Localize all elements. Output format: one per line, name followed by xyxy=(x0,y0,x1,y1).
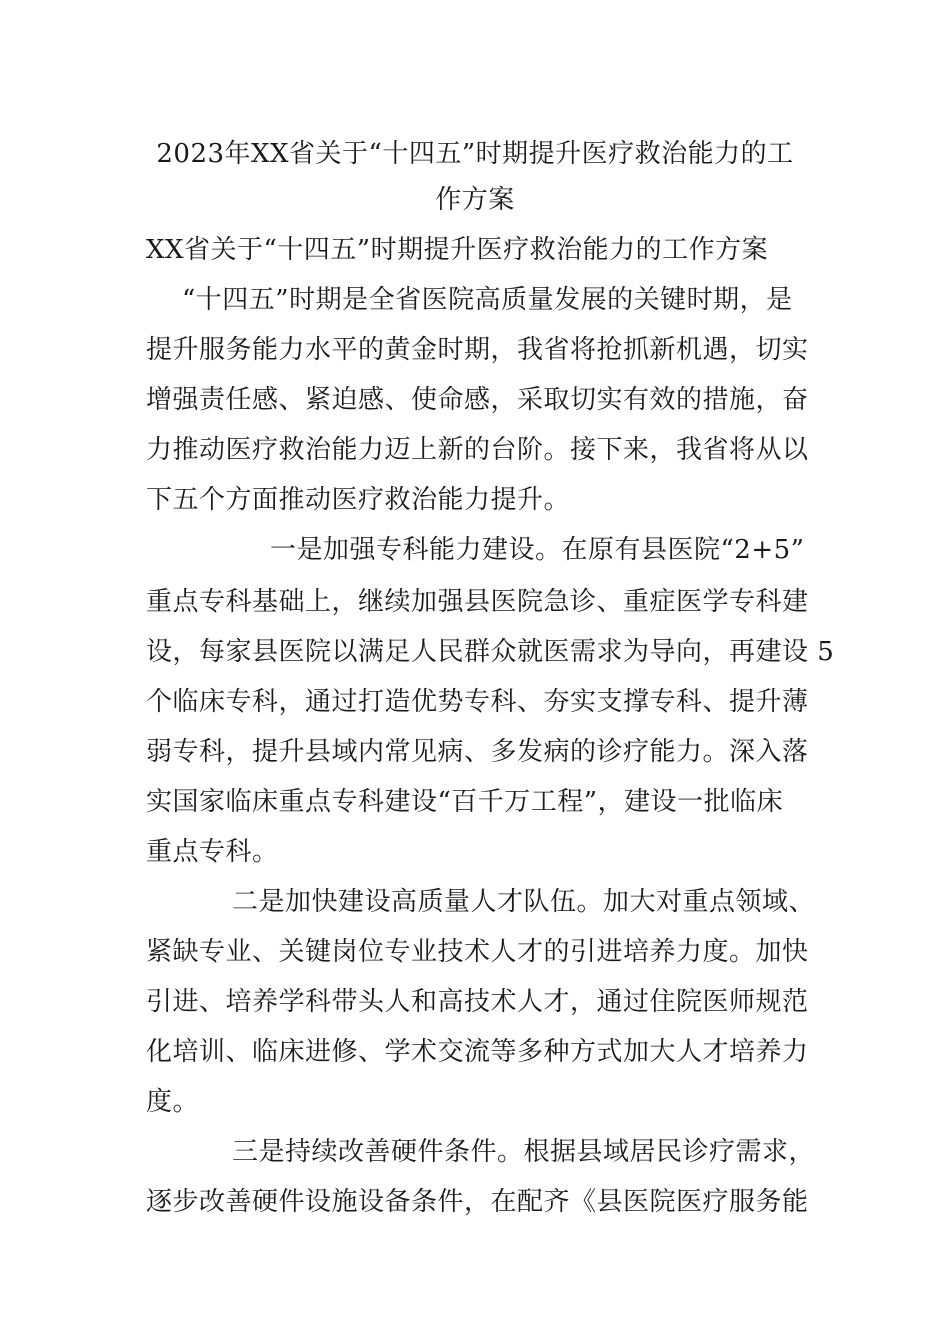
paragraph-line: 实国家临床重点专科建设“百千万工程”，建设一批临床 xyxy=(146,787,784,817)
paragraph-line: 三是持续改善硬件条件。根据县域居民诊疗需求， xyxy=(232,1137,816,1167)
paragraph-line: 度。 xyxy=(146,1087,200,1117)
paragraph-line: 紧缺专业、关键岗位专业技术人才的引进培养力度。加快 xyxy=(146,937,809,967)
document-subtitle: XX省关于“十四五”时期提升医疗救治能力的工作方案 xyxy=(146,235,769,265)
document-title-line-1: 2023年XX省关于“十四五”时期提升医疗救治能力的工 xyxy=(156,139,794,169)
document-title-line-2: 作方案 xyxy=(435,185,515,215)
paragraph-line: 个临床专科，通过打造优势专科、夯实支撑专科、提升薄 xyxy=(146,687,809,717)
paragraph-line: 设，每家县医院以满足人民群众就医需求为导向，再建设 5 xyxy=(146,637,835,667)
paragraph-line: 重点专科基础上，继续加强县医院急诊、重症医学专科建 xyxy=(146,587,809,617)
paragraph-line: 弱专科，提升县域内常见病、多发病的诊疗能力。深入落 xyxy=(146,737,809,767)
paragraph-line: “十四五”时期是全省医院高质量发展的关键时期，是 xyxy=(182,285,793,315)
paragraph-line: 二是加快建设高质量人才队伍。加大对重点领域、 xyxy=(232,887,816,917)
paragraph-line: 引进、培养学科带头人和高技术人才，通过住院医师规范 xyxy=(146,987,809,1017)
paragraph-line: 逐步改善硬件设施设备条件，在配齐《县医院医疗服务能 xyxy=(146,1187,809,1217)
paragraph-line: 增强责任感、紧迫感、使命感，采取切实有效的措施，奋 xyxy=(146,385,809,415)
paragraph-line: 化培训、临床进修、学术交流等多种方式加大人才培养力 xyxy=(146,1037,809,1067)
paragraph-line: 一是加强专科能力建设。在原有县医院“2+5” xyxy=(270,535,805,565)
paragraph-line: 力推动医疗救治能力迈上新的台阶。接下来，我省将从以 xyxy=(146,435,809,465)
paragraph-line: 下五个方面推动医疗救治能力提升。 xyxy=(146,485,571,515)
paragraph-line: 提升服务能力水平的黄金时期，我省将抢抓新机遇，切实 xyxy=(146,335,809,365)
paragraph-line: 重点专科。 xyxy=(146,837,279,867)
